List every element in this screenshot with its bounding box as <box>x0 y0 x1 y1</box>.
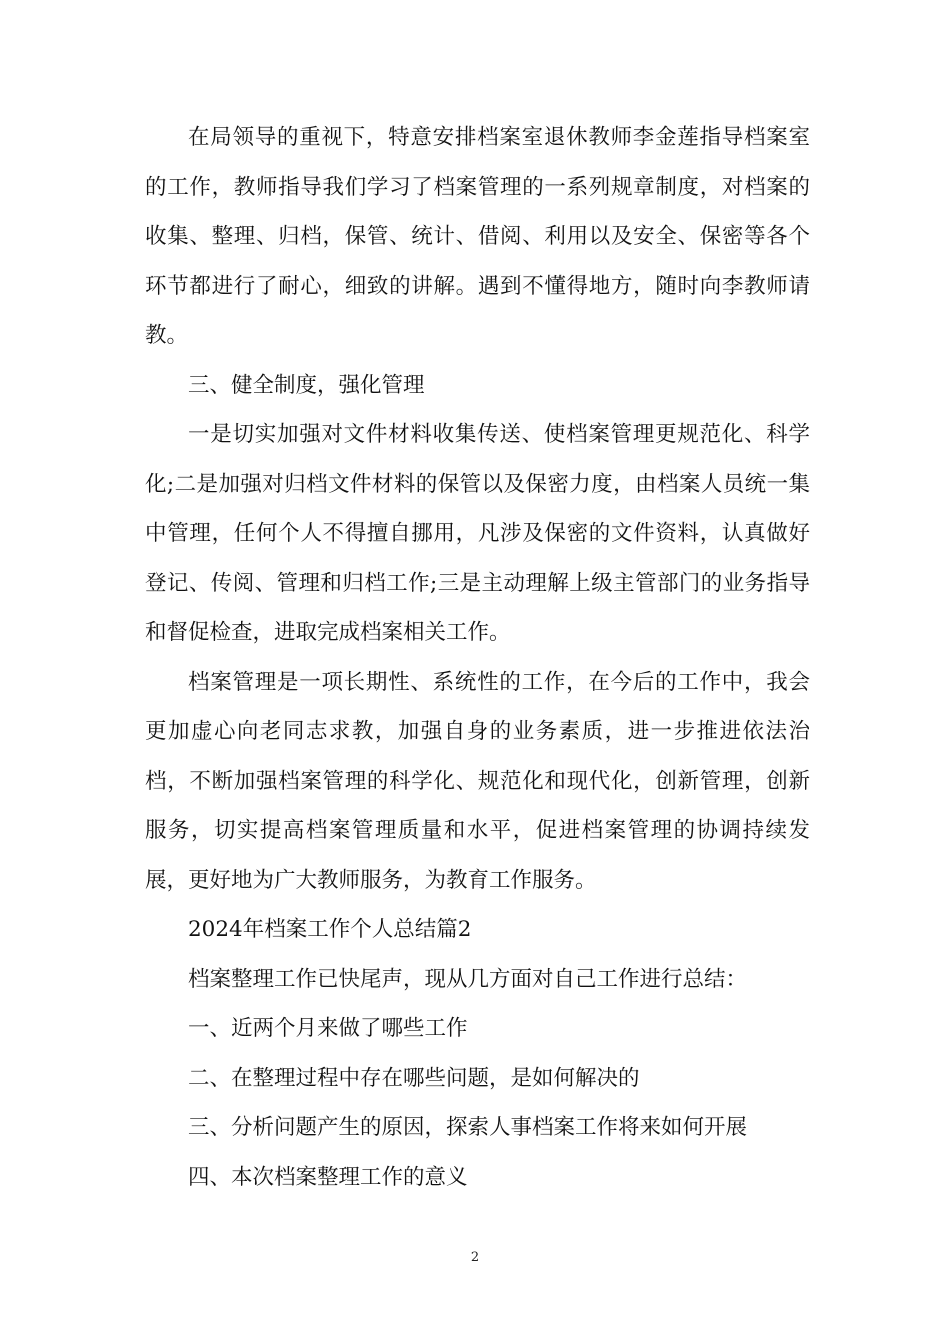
article-title-part-2: 2024年档案工作个人总结篇2 <box>188 917 472 942</box>
paragraph-future-work: 档案管理是一项长期性、系统性的工作，在今后的工作中，我会更加虚心向老同志求教，加强自身的业务素质，进一步推进依法治档，不断加强档案管理的科学化、规范化和现代化，创新管理，创新服务，切实提高档案管理质量和水平，促进档案管理的协调持续发展，更好地为广大教师服务，为教育工作服务。 <box>145 669 810 893</box>
paragraph-archive-guidance: 在局领导的重视下，特意安排档案室退休教师李金莲指导档案室的工作，教师指导我们学习了档案管理的一系列规章制度，对档案的收集、整理、归档，保管、统计、借阅、利用以及安全、保密等各个环节都进行了耐心，细致的讲解。遇到不懂得地方，随时向李教师请教。 <box>145 125 810 348</box>
list-item-1: 一、近两个月来做了哪些工作 <box>188 1016 468 1041</box>
paragraph-summary-intro: 档案整理工作已快尾声，现从几方面对自己工作进行总结： <box>188 966 748 992</box>
page-number: 2 <box>470 1250 480 1265</box>
list-item-2: 二、在整理过程中存在哪些问题，是如何解决的 <box>188 1065 640 1091</box>
paragraph-management-measures: 一是切实加强对文件材料收集传送、使档案管理更规范化、科学化;二是加强对归档文件材料的保管以及保密力度，由档案人员统一集中管理，任何个人不得擅自挪用，凡涉及保密的文件资料，认真做好登记、传阅、管理和归档工作;三是主动理解上级主管部门的业务指导和督促检查，进取完成档案相关工作。 <box>145 422 810 645</box>
section-heading-system: 三、健全制度，强化管理 <box>188 372 425 398</box>
list-item-3: 三、分析问题产生的原因，探索人事档案工作将来如何开展 <box>188 1115 748 1140</box>
document-body <box>145 113 810 1202</box>
list-item-4: 四、本次档案整理工作的意义 <box>188 1164 468 1190</box>
